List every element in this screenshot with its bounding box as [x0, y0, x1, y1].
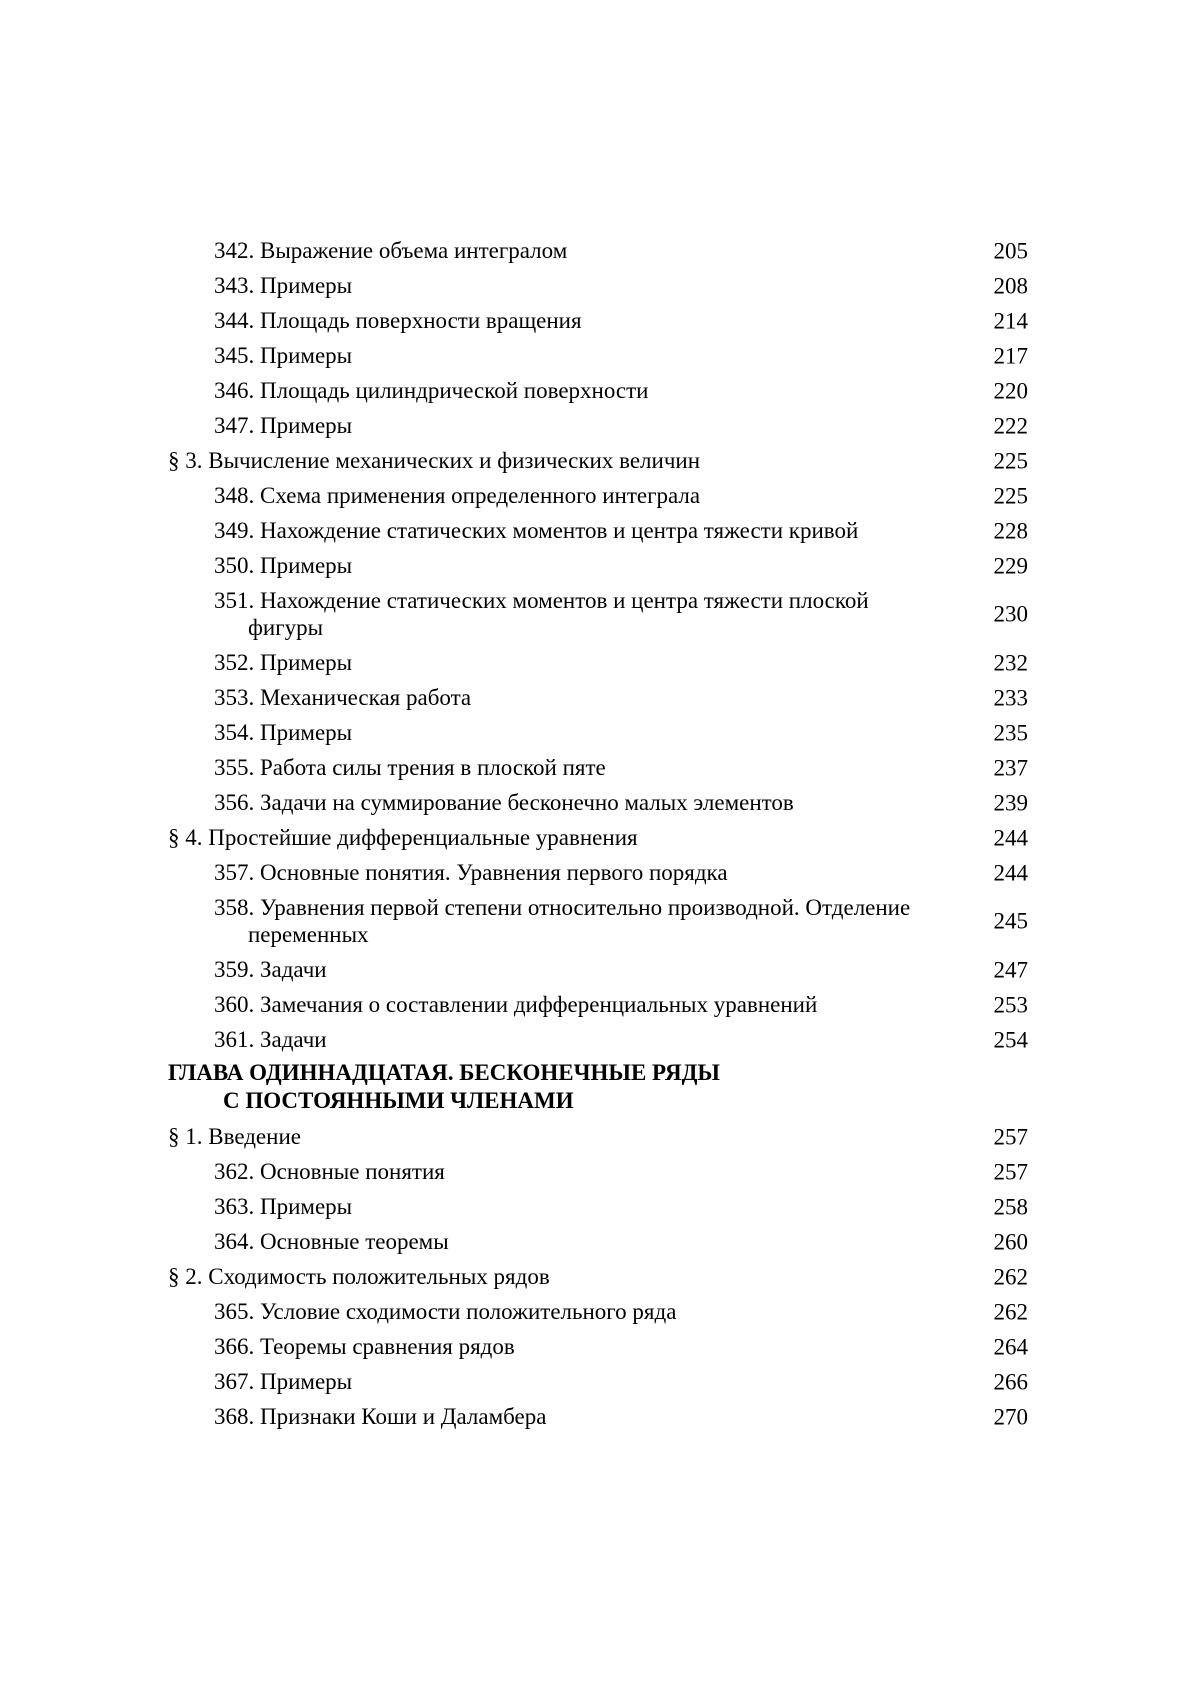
toc-entry-title: 346. Площадь цилиндрической поверхности — [168, 377, 1028, 404]
toc-entry-title: 360. Замечания о составлении дифференциальных уравнений — [168, 991, 1028, 1018]
toc-entry — [168, 859, 1028, 886]
toc-entry-page-number: 257 — [948, 1123, 1028, 1150]
toc-entry — [168, 237, 1028, 264]
toc-entry-title: § 1. Введение — [168, 1123, 1028, 1150]
toc-entry-title: 363. Примеры — [168, 1193, 1028, 1220]
toc-entry-title: 343. Примеры — [168, 272, 1028, 299]
toc-entry-title: 351. Нахождение статических моментов и центра тяжести плоской фигуры — [168, 587, 1028, 641]
toc-entry — [168, 1298, 1028, 1325]
toc-entry-title: 344. Площадь поверхности вращения — [168, 307, 1028, 334]
toc-entry-title: § 4. Простейшие дифференциальные уравнения — [168, 824, 1028, 851]
toc-entry-page-number: 233 — [948, 684, 1028, 711]
toc-entry-page-number: 205 — [948, 237, 1028, 264]
toc-entry-page-number: 235 — [948, 719, 1028, 746]
toc-entry — [168, 1403, 1028, 1430]
toc-entry — [168, 684, 1028, 711]
toc-section-entry — [168, 1123, 1028, 1150]
toc-entry — [168, 552, 1028, 579]
toc-entry — [168, 412, 1028, 439]
toc-entry-page-number: 232 — [948, 649, 1028, 676]
toc-entry — [168, 991, 1028, 1018]
toc-entry — [168, 789, 1028, 816]
toc-entry-title: 345. Примеры — [168, 342, 1028, 369]
toc-entry-title: 354. Примеры — [168, 719, 1028, 746]
toc-entry — [168, 1193, 1028, 1220]
toc-entry — [168, 377, 1028, 404]
toc-entry-title: § 2. Сходимость положительных рядов — [168, 1263, 1028, 1290]
toc-entry-page-number: 260 — [948, 1228, 1028, 1255]
toc-entry-title: 364. Основные теоремы — [168, 1228, 1028, 1255]
toc-entry-page-number: 229 — [948, 552, 1028, 579]
toc-entry-page-number: 217 — [948, 342, 1028, 369]
toc-entry — [168, 1158, 1028, 1185]
table-of-contents — [168, 237, 1028, 1438]
toc-entry-page-number: 257 — [948, 1158, 1028, 1185]
toc-entry — [168, 719, 1028, 746]
toc-entry-page-number: 266 — [948, 1368, 1028, 1395]
toc-entry — [168, 307, 1028, 334]
toc-entry-page-number: 247 — [948, 956, 1028, 983]
toc-entry-page-number: 244 — [948, 859, 1028, 886]
toc-entry-title: 355. Работа силы трения в плоской пяте — [168, 754, 1028, 781]
toc-entry-page-number: 253 — [948, 991, 1028, 1018]
toc-section-entry — [168, 824, 1028, 851]
toc-entry — [168, 342, 1028, 369]
toc-entry-title: 356. Задачи на суммирование бесконечно малых элементов — [168, 789, 1028, 816]
chapter-heading — [168, 1059, 1028, 1115]
toc-entry-title: 353. Механическая работа — [168, 684, 1028, 711]
toc-entry-title: 368. Признаки Коши и Даламбера — [168, 1403, 1028, 1430]
toc-entry-page-number: 230 — [948, 601, 1028, 628]
toc-entry-page-number: 225 — [948, 482, 1028, 509]
toc-entry-page-number: 228 — [948, 517, 1028, 544]
toc-entry-title: 350. Примеры — [168, 552, 1028, 579]
toc-entry-title: 348. Схема применения определенного интеграла — [168, 482, 1028, 509]
toc-entry-page-number: 244 — [948, 824, 1028, 851]
toc-entry-page-number: 264 — [948, 1333, 1028, 1360]
toc-entry-page-number: 258 — [948, 1193, 1028, 1220]
toc-entry — [168, 1333, 1028, 1360]
toc-entry-title: 352. Примеры — [168, 649, 1028, 676]
toc-entry — [168, 1026, 1028, 1053]
toc-entry-page-number: 270 — [948, 1403, 1028, 1430]
toc-entry — [168, 649, 1028, 676]
toc-entry-page-number: 214 — [948, 307, 1028, 334]
toc-entry-page-number: 262 — [948, 1298, 1028, 1325]
toc-entry-title: 358. Уравнения первой степени относительно производной. Отделение переменных — [168, 894, 1028, 948]
toc-entry — [168, 517, 1028, 544]
toc-entry-title: 361. Задачи — [168, 1026, 1028, 1053]
toc-entry — [168, 587, 1028, 641]
toc-entry — [168, 754, 1028, 781]
toc-entry-page-number: 237 — [948, 754, 1028, 781]
toc-entry-page-number: 254 — [948, 1026, 1028, 1053]
toc-entry-title: ГЛАВА ОДИННАДЦАТАЯ. БЕСКОНЕЧНЫЕ РЯДЫ С ПОСТОЯННЫМИ ЧЛЕНАМИ — [168, 1059, 1028, 1115]
toc-entry — [168, 1368, 1028, 1395]
toc-entry-title: § 3. Вычисление механических и физических величин — [168, 447, 1028, 474]
toc-entry-page-number: 222 — [948, 412, 1028, 439]
toc-entry-page-number: 245 — [948, 908, 1028, 935]
toc-entry-title: 347. Примеры — [168, 412, 1028, 439]
toc-entry — [168, 894, 1028, 948]
toc-entry — [168, 1228, 1028, 1255]
toc-entry — [168, 272, 1028, 299]
toc-entry-title: 365. Условие сходимости положительного ряда — [168, 1298, 1028, 1325]
toc-entry-title: 359. Задачи — [168, 956, 1028, 983]
toc-entry-page-number: 262 — [948, 1263, 1028, 1290]
toc-entry-title: 349. Нахождение статических моментов и центра тяжести кривой — [168, 517, 1028, 544]
document-page — [0, 0, 1200, 1698]
toc-entry-title: 357. Основные понятия. Уравнения первого порядка — [168, 859, 1028, 886]
toc-entry-title: 366. Теоремы сравнения рядов — [168, 1333, 1028, 1360]
toc-entry-page-number: 220 — [948, 377, 1028, 404]
toc-section-entry — [168, 1263, 1028, 1290]
toc-entry-page-number: 208 — [948, 272, 1028, 299]
toc-entry-title: 367. Примеры — [168, 1368, 1028, 1395]
toc-section-entry — [168, 447, 1028, 474]
toc-entry-page-number: 225 — [948, 447, 1028, 474]
toc-entry-title: 362. Основные понятия — [168, 1158, 1028, 1185]
toc-entry — [168, 956, 1028, 983]
toc-entry-page-number: 239 — [948, 789, 1028, 816]
toc-entry-title: 342. Выражение объема интегралом — [168, 237, 1028, 264]
toc-entry — [168, 482, 1028, 509]
